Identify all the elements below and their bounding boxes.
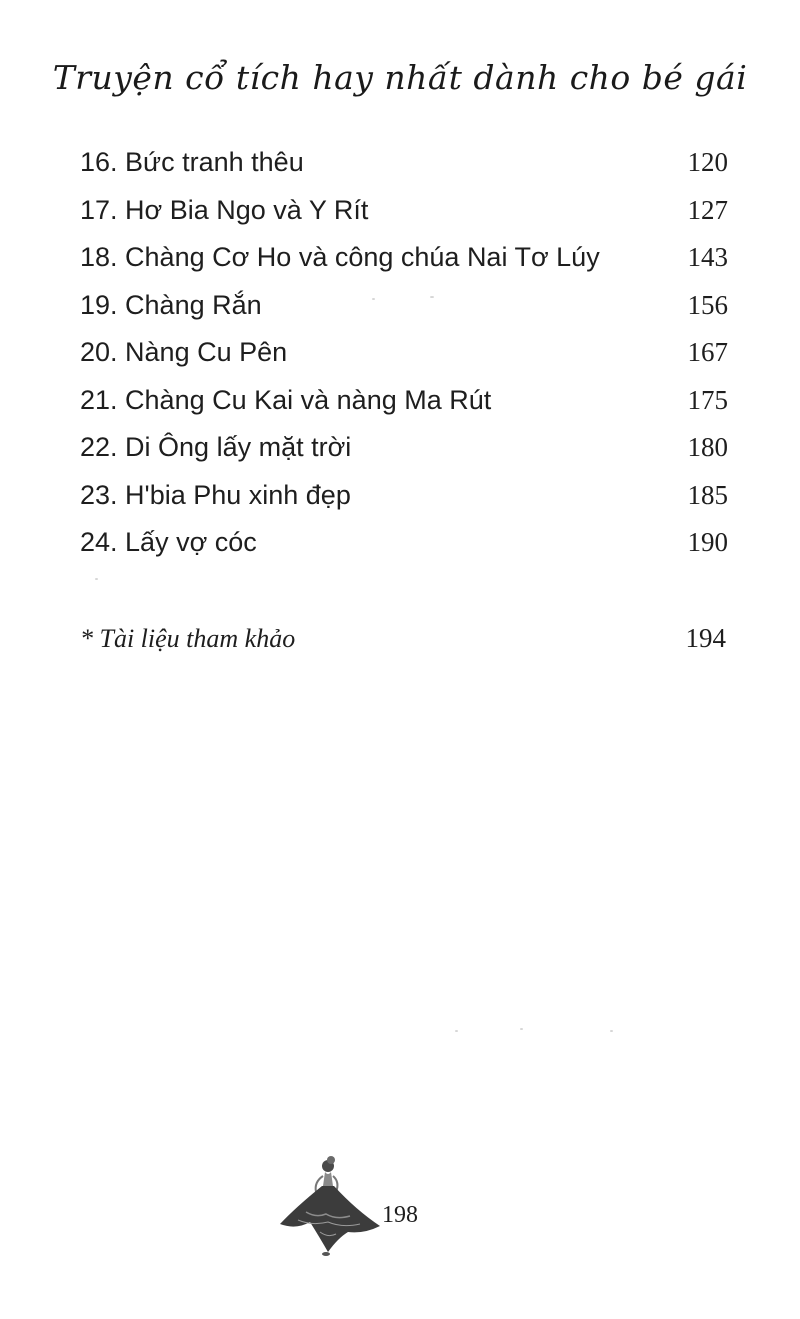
toc-entry-page: 120 <box>687 147 728 177</box>
toc-entry-page: 190 <box>687 527 728 557</box>
toc-entry-page: 167 <box>687 337 728 367</box>
toc-entry-title: 23. H'bia Phu xinh đẹp <box>80 479 351 510</box>
print-speck <box>610 1030 613 1032</box>
reference-title: * Tài liệu tham khảo <box>80 624 296 653</box>
toc-reference-entry <box>80 618 726 659</box>
toc-entry <box>80 142 728 190</box>
toc-entry-title: 18. Chàng Cơ Ho và công chúa Nai Tơ Lúy <box>80 242 600 272</box>
toc-entry-title: 16. Bức tranh thêu <box>80 147 304 177</box>
print-speck <box>95 578 98 580</box>
toc-entry-page: 175 <box>687 384 728 415</box>
toc-entry <box>80 190 728 238</box>
princess-ornament-icon <box>276 1152 386 1262</box>
toc-entry <box>80 332 728 380</box>
running-header-title: Truyện cổ tích hay nhất dành cho bé gái <box>52 58 748 97</box>
toc-entry <box>80 285 728 333</box>
print-speck <box>520 1028 523 1030</box>
print-speck <box>430 296 434 298</box>
reference-page: 194 <box>685 623 726 653</box>
table-of-contents <box>80 142 728 570</box>
toc-entry-title: 20. Nàng Cu Pên <box>80 337 288 367</box>
toc-entry-page: 143 <box>687 242 728 272</box>
print-speck <box>372 298 375 300</box>
print-speck <box>455 1030 458 1032</box>
toc-entry <box>80 427 728 475</box>
toc-entry <box>80 522 728 570</box>
toc-entry-title: 21. Chàng Cu Kai và nàng Ma Rút <box>80 384 492 415</box>
page-number: 198 <box>382 1202 418 1228</box>
toc-entry <box>80 237 728 285</box>
toc-entry-page: 180 <box>687 432 728 462</box>
toc-entry-page: 127 <box>687 194 728 225</box>
toc-entry-title: 19. Chàng Rắn <box>80 289 262 320</box>
toc-entry <box>80 380 728 428</box>
toc-entry-title: 22. Di Ông lấy mặt trời <box>80 432 352 462</box>
toc-entry-title: 17. Hơ Bia Ngo và Y Rít <box>80 194 369 225</box>
toc-entry-page: 156 <box>687 289 728 320</box>
toc-entry-title: 24. Lấy vợ cóc <box>80 527 257 557</box>
page-footer <box>276 1152 436 1262</box>
toc-entry <box>80 475 728 523</box>
toc-entry-page: 185 <box>687 479 728 510</box>
